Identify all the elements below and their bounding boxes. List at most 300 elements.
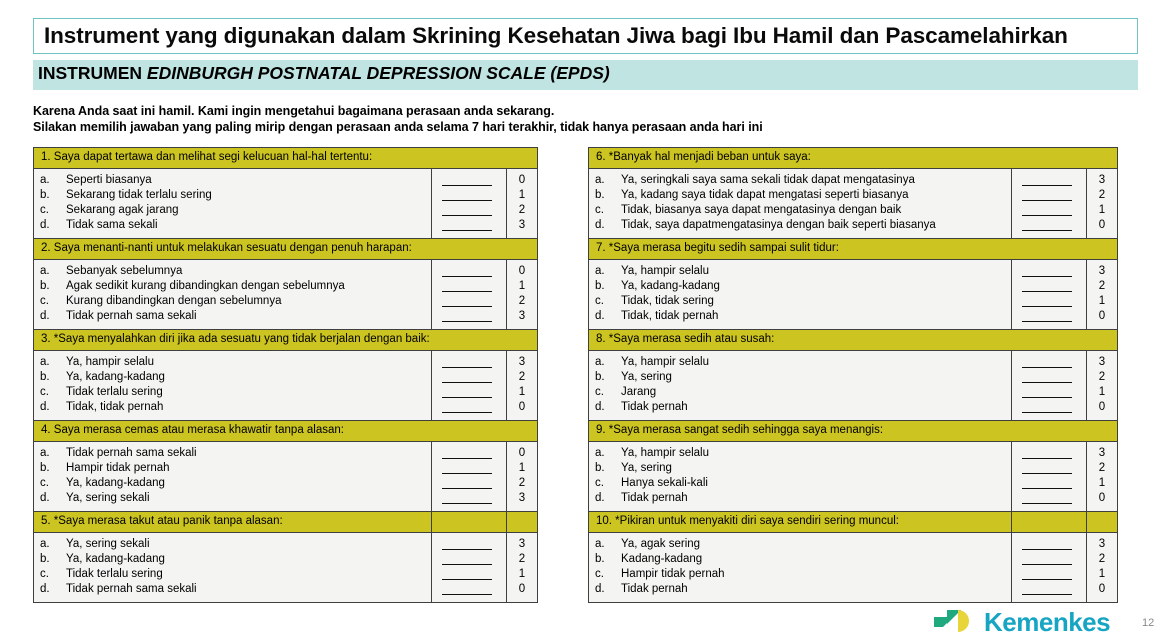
intro-text — [33, 103, 763, 135]
option-letter: c. — [40, 295, 49, 307]
option-row[interactable] — [40, 355, 431, 370]
option-label: Tidak sama sekali — [66, 219, 158, 231]
page-number: 12 — [1142, 617, 1155, 629]
option-row[interactable] — [595, 370, 1011, 385]
score-column — [506, 260, 537, 329]
option-row[interactable] — [40, 461, 431, 476]
score-value: 2 — [518, 553, 526, 565]
option-list — [589, 260, 1011, 329]
option-label: Ya, sering — [621, 371, 672, 383]
answer-blank[interactable] — [1012, 476, 1086, 491]
answer-blank-column — [1011, 442, 1086, 511]
option-letter: b. — [595, 371, 605, 383]
answer-blank[interactable] — [1012, 279, 1086, 294]
score-value: 0 — [1098, 219, 1106, 231]
answer-blank[interactable] — [1012, 188, 1086, 203]
header-score-spacer — [507, 239, 537, 259]
question-body — [589, 533, 1117, 602]
score-value: 3 — [518, 492, 526, 504]
option-label: Tidak pernah — [621, 583, 688, 595]
option-row[interactable] — [40, 400, 431, 415]
score-value: 0 — [518, 174, 526, 186]
option-letter: a. — [595, 265, 605, 277]
header-answer-spacer — [431, 512, 506, 532]
option-row[interactable] — [40, 385, 431, 400]
score-value: 3 — [1098, 265, 1106, 277]
kemenkes-logo-icon — [933, 606, 979, 632]
option-letter: c. — [40, 568, 49, 580]
option-row[interactable] — [40, 173, 431, 188]
question-text: 7. *Saya merasa begitu sedih sampai sulit tidur: — [596, 242, 839, 255]
option-label: Tidak pernah sama sekali — [66, 583, 197, 595]
question-block — [33, 147, 538, 238]
question-body — [34, 442, 537, 511]
option-letter: d. — [40, 219, 50, 231]
option-row[interactable] — [40, 218, 431, 233]
option-label: Ya, hampir selalu — [621, 265, 709, 277]
question-header — [34, 512, 537, 533]
score-value: 2 — [518, 295, 526, 307]
question-body — [34, 260, 537, 329]
option-list — [34, 533, 431, 602]
option-label: Hampir tidak pernah — [621, 568, 725, 580]
question-header — [34, 330, 537, 351]
option-row[interactable] — [40, 294, 431, 309]
option-letter: d. — [40, 401, 50, 413]
header-score-spacer — [1087, 421, 1117, 441]
answer-blank[interactable] — [1012, 218, 1086, 233]
option-row[interactable] — [40, 264, 431, 279]
score-value: 0 — [1098, 310, 1106, 322]
option-label: Tidak pernah — [621, 401, 688, 413]
answer-blank[interactable] — [1012, 537, 1086, 552]
option-row[interactable] — [595, 188, 1011, 203]
answer-blank[interactable] — [1012, 400, 1086, 415]
question-header — [589, 421, 1117, 442]
answer-blank[interactable] — [432, 537, 506, 552]
question-block — [588, 420, 1118, 511]
score-value: 2 — [1098, 280, 1106, 292]
option-row[interactable] — [595, 309, 1011, 324]
subtitle-prefix: INSTRUMEN — [38, 63, 147, 83]
option-letter: a. — [595, 538, 605, 550]
option-list — [589, 533, 1011, 602]
answer-blank-column — [1011, 351, 1086, 420]
instrument-subtitle — [38, 63, 610, 84]
option-letter: d. — [595, 219, 605, 231]
score-value: 3 — [518, 538, 526, 550]
header-answer-spacer — [433, 239, 507, 259]
answer-blank[interactable] — [1012, 294, 1086, 309]
answer-blank[interactable] — [432, 188, 506, 203]
header-answer-spacer — [1013, 421, 1087, 441]
option-row[interactable] — [40, 582, 431, 597]
option-letter: b. — [595, 280, 605, 292]
option-letter: c. — [595, 477, 604, 489]
option-row[interactable] — [40, 309, 431, 324]
option-row[interactable] — [595, 264, 1011, 279]
answer-blank[interactable] — [1012, 370, 1086, 385]
header-answer-spacer — [1013, 239, 1087, 259]
intro-line-1: Karena Anda saat ini hamil. Kami ingin mengetahui bagaimana perasaan anda sekarang. — [33, 104, 555, 118]
option-row[interactable] — [595, 355, 1011, 370]
answer-blank[interactable] — [432, 279, 506, 294]
option-label: Tidak, tidak sering — [621, 295, 714, 307]
question-header — [589, 239, 1117, 260]
option-row[interactable] — [595, 476, 1011, 491]
option-label: Sekarang agak jarang — [66, 204, 179, 216]
option-letter: d. — [595, 401, 605, 413]
option-list — [589, 351, 1011, 420]
score-column — [1086, 351, 1117, 420]
question-text: 4. Saya merasa cemas atau merasa khawatir tanpa alasan: — [41, 424, 344, 437]
option-list — [589, 442, 1011, 511]
answer-blank[interactable] — [1012, 567, 1086, 582]
option-letter: a. — [40, 174, 50, 186]
question-header — [34, 148, 537, 169]
header-score-spacer — [507, 330, 537, 350]
score-column — [506, 351, 537, 420]
answer-blank[interactable] — [1012, 491, 1086, 506]
option-label: Ya, hampir selalu — [621, 356, 709, 368]
question-header — [34, 421, 537, 442]
option-letter: c. — [40, 204, 49, 216]
question-body — [589, 260, 1117, 329]
option-letter: d. — [595, 310, 605, 322]
question-block — [588, 147, 1118, 238]
option-letter: c. — [595, 204, 604, 216]
option-row[interactable] — [595, 385, 1011, 400]
option-list — [34, 260, 431, 329]
score-value: 1 — [518, 462, 526, 474]
score-value: 0 — [518, 447, 526, 459]
option-letter: d. — [595, 492, 605, 504]
option-row[interactable] — [595, 173, 1011, 188]
score-column — [506, 169, 537, 238]
option-label: Tidak, tidak pernah — [621, 310, 719, 322]
answer-blank[interactable] — [1012, 582, 1086, 597]
option-letter: a. — [40, 265, 50, 277]
page-title-box — [33, 18, 1138, 54]
option-letter: b. — [40, 553, 50, 565]
option-list — [34, 351, 431, 420]
questions-column-left — [33, 147, 538, 603]
kemenkes-logo — [933, 604, 979, 630]
option-row[interactable] — [40, 567, 431, 582]
option-letter: b. — [595, 462, 605, 474]
option-letter: b. — [595, 553, 605, 565]
answer-blank[interactable] — [432, 385, 506, 400]
questions-column-right — [588, 147, 1118, 603]
score-value: 1 — [1098, 295, 1106, 307]
question-header — [589, 330, 1117, 351]
question-block — [588, 238, 1118, 329]
question-text: 3. *Saya menyalahkan diri jika ada sesuatu yang tidak berjalan dengan baik: — [41, 333, 430, 346]
option-letter: d. — [595, 583, 605, 595]
score-value: 0 — [518, 583, 526, 595]
header-answer-spacer — [1013, 330, 1087, 350]
option-label: Tidak, biasanya saya dapat mengatasinya dengan baik — [621, 204, 902, 216]
question-text: 2. Saya menanti-nanti untuk melakukan sesuatu dengan penuh harapan: — [41, 242, 412, 255]
score-value: 0 — [518, 401, 526, 413]
option-label: Tidak pernah sama sekali — [66, 310, 197, 322]
answer-blank[interactable] — [432, 491, 506, 506]
option-label: Ya, hampir selalu — [66, 356, 154, 368]
option-letter: d. — [40, 310, 50, 322]
option-letter: d. — [40, 583, 50, 595]
option-label: Ya, agak sering — [621, 538, 701, 550]
option-letter: b. — [40, 189, 50, 201]
option-letter: a. — [40, 447, 50, 459]
answer-blank-column — [431, 169, 506, 238]
option-label: Ya, kadang-kadang — [66, 477, 165, 489]
answer-blank-column — [431, 260, 506, 329]
question-text: 8. *Saya merasa sedih atau susah: — [596, 333, 775, 346]
question-header — [589, 512, 1117, 533]
option-letter: c. — [40, 477, 49, 489]
option-letter: b. — [595, 189, 605, 201]
answer-blank[interactable] — [432, 446, 506, 461]
score-column — [1086, 260, 1117, 329]
option-label: Seperti biasanya — [66, 174, 152, 186]
question-body — [34, 351, 537, 420]
score-value: 1 — [1098, 568, 1106, 580]
question-body — [34, 533, 537, 602]
question-body — [589, 351, 1117, 420]
question-text: 10. *Pikiran untuk menyakiti diri saya sendiri sering muncul: — [596, 515, 899, 528]
question-header — [589, 148, 1117, 169]
question-block — [33, 329, 538, 420]
answer-blank[interactable] — [432, 355, 506, 370]
score-column — [1086, 442, 1117, 511]
option-label: Sekarang tidak terlalu sering — [66, 189, 212, 201]
answer-blank[interactable] — [432, 173, 506, 188]
option-row[interactable] — [595, 400, 1011, 415]
option-label: Jarang — [621, 386, 657, 398]
score-value: 2 — [1098, 462, 1106, 474]
header-score-spacer — [506, 512, 537, 532]
header-score-spacer — [1086, 512, 1117, 532]
option-letter: a. — [595, 356, 605, 368]
score-value: 2 — [518, 477, 526, 489]
option-row[interactable] — [595, 552, 1011, 567]
option-list — [34, 169, 431, 238]
question-text: 5. *Saya merasa takut atau panik tanpa alasan: — [41, 515, 283, 528]
option-label: Tidak pernah sama sekali — [66, 447, 197, 459]
score-column — [1086, 533, 1117, 602]
option-row[interactable] — [595, 279, 1011, 294]
header-answer-spacer — [433, 421, 507, 441]
option-label: Kadang-kadang — [621, 553, 703, 565]
answer-blank[interactable] — [432, 582, 506, 597]
intro-line-2: Silakan memilih jawaban yang paling mirip dengan perasaan anda selama 7 hari terakhir, tidak hanya perasaan anda hari ini — [33, 120, 763, 134]
option-letter: c. — [595, 295, 604, 307]
option-label: Agak sedikit kurang dibandingkan dengan sebelumnya — [66, 280, 345, 292]
option-row[interactable] — [595, 491, 1011, 506]
option-letter: c. — [595, 386, 604, 398]
question-body — [589, 442, 1117, 511]
score-value: 3 — [1098, 447, 1106, 459]
option-label: Kurang dibandingkan dengan sebelumnya — [66, 295, 282, 307]
answer-blank[interactable] — [432, 552, 506, 567]
option-label: Tidak, tidak pernah — [66, 401, 164, 413]
option-row[interactable] — [40, 370, 431, 385]
question-text: 6. *Banyak hal menjadi beban untuk saya: — [596, 151, 811, 164]
answer-blank[interactable] — [432, 567, 506, 582]
option-row[interactable] — [595, 218, 1011, 233]
option-row[interactable] — [595, 537, 1011, 552]
option-label: Ya, kadang-kadang — [66, 371, 165, 383]
question-text: 9. *Saya merasa sangat sedih sehingga saya menangis: — [596, 424, 884, 437]
option-row[interactable] — [595, 582, 1011, 597]
answer-blank[interactable] — [432, 294, 506, 309]
option-label: Tidak terlalu sering — [66, 568, 163, 580]
option-letter: a. — [595, 447, 605, 459]
option-letter: c. — [595, 568, 604, 580]
option-row[interactable] — [595, 567, 1011, 582]
header-score-spacer — [1087, 239, 1117, 259]
option-row[interactable] — [40, 203, 431, 218]
option-row[interactable] — [40, 476, 431, 491]
question-block — [33, 511, 538, 603]
option-label: Ya, sering sekali — [66, 492, 150, 504]
option-label: Tidak pernah — [621, 492, 688, 504]
score-value: 1 — [1098, 386, 1106, 398]
answer-blank-column — [431, 351, 506, 420]
answer-blank[interactable] — [1012, 446, 1086, 461]
option-letter: b. — [40, 462, 50, 474]
score-value: 3 — [1098, 174, 1106, 186]
option-row[interactable] — [40, 188, 431, 203]
option-letter: b. — [40, 371, 50, 383]
score-value: 3 — [518, 356, 526, 368]
header-answer-spacer — [433, 148, 507, 168]
answer-blank-column — [431, 533, 506, 602]
score-value: 2 — [1098, 371, 1106, 383]
answer-blank[interactable] — [432, 218, 506, 233]
option-row[interactable] — [595, 461, 1011, 476]
option-label: Hanya sekali-kali — [621, 477, 708, 489]
header-answer-spacer — [1011, 512, 1086, 532]
header-score-spacer — [1087, 330, 1117, 350]
question-header — [34, 239, 537, 260]
option-label: Ya, kadang-kadang — [621, 280, 720, 292]
header-score-spacer — [507, 421, 537, 441]
option-row[interactable] — [595, 294, 1011, 309]
score-value: 3 — [518, 310, 526, 322]
answer-blank[interactable] — [1012, 355, 1086, 370]
option-label: Ya, seringkali saya sama sekali tidak dapat mengatasinya — [621, 174, 915, 186]
score-value: 1 — [518, 386, 526, 398]
option-row[interactable] — [40, 446, 431, 461]
score-value: 3 — [1098, 538, 1106, 550]
question-body — [34, 169, 537, 238]
score-value: 1 — [1098, 477, 1106, 489]
answer-blank[interactable] — [432, 461, 506, 476]
question-body — [589, 169, 1117, 238]
score-value: 0 — [1098, 401, 1106, 413]
score-value: 2 — [1098, 189, 1106, 201]
kemenkes-wordmark: Kemenkes — [984, 607, 1111, 637]
option-row[interactable] — [40, 491, 431, 506]
score-value: 0 — [1098, 492, 1106, 504]
score-value: 2 — [1098, 553, 1106, 565]
answer-blank[interactable] — [432, 309, 506, 324]
option-label: Sebanyak sebelumnya — [66, 265, 183, 277]
score-value: 3 — [1098, 356, 1106, 368]
score-value: 1 — [518, 568, 526, 580]
answer-blank[interactable] — [1012, 461, 1086, 476]
subtitle-instrument-name: EDINBURGH POSTNATAL DEPRESSION SCALE (EPDS) — [146, 63, 610, 83]
score-value: 0 — [518, 265, 526, 277]
option-letter: d. — [40, 492, 50, 504]
score-value: 2 — [518, 371, 526, 383]
header-answer-spacer — [433, 330, 507, 350]
header-answer-spacer — [1013, 148, 1087, 168]
option-list — [589, 169, 1011, 238]
option-label: Ya, sering — [621, 462, 672, 474]
question-block — [588, 329, 1118, 420]
score-value: 1 — [518, 189, 526, 201]
option-letter: c. — [40, 386, 49, 398]
question-block — [33, 420, 538, 511]
option-label: Tidak terlalu sering — [66, 386, 163, 398]
answer-blank[interactable] — [432, 370, 506, 385]
option-label: Ya, hampir selalu — [621, 447, 709, 459]
option-row[interactable] — [40, 279, 431, 294]
option-row[interactable] — [40, 537, 431, 552]
page-title: Instrument yang digunakan dalam Skrining Kesehatan Jiwa bagi Ibu Hamil dan Pascamelahirkan — [44, 23, 1068, 48]
option-row[interactable] — [595, 446, 1011, 461]
score-value: 1 — [1098, 204, 1106, 216]
answer-blank[interactable] — [432, 400, 506, 415]
question-text: 1. Saya dapat tertawa dan melihat segi kelucuan hal-hal tertentu: — [41, 151, 373, 164]
answer-blank[interactable] — [1012, 552, 1086, 567]
option-label: Ya, sering sekali — [66, 538, 150, 550]
answer-blank-column — [431, 442, 506, 511]
option-letter: a. — [40, 538, 50, 550]
option-label: Hampir tidak pernah — [66, 462, 170, 474]
option-letter: a. — [595, 174, 605, 186]
answer-blank-column — [1011, 533, 1086, 602]
score-value: 3 — [518, 219, 526, 231]
option-letter: a. — [40, 356, 50, 368]
option-list — [34, 442, 431, 511]
score-column — [506, 442, 537, 511]
answer-blank[interactable] — [1012, 309, 1086, 324]
answer-blank[interactable] — [1012, 173, 1086, 188]
answer-blank-column — [1011, 260, 1086, 329]
option-label: Ya, kadang-kadang — [66, 553, 165, 565]
score-column — [506, 533, 537, 602]
option-label: Tidak, saya dapatmengatasinya dengan baik seperti biasanya — [621, 219, 936, 231]
option-row[interactable] — [40, 552, 431, 567]
option-row[interactable] — [595, 203, 1011, 218]
question-block — [588, 511, 1118, 603]
header-score-spacer — [1087, 148, 1117, 168]
question-block — [33, 238, 538, 329]
answer-blank[interactable] — [1012, 264, 1086, 279]
answer-blank[interactable] — [432, 203, 506, 218]
score-value: 2 — [518, 204, 526, 216]
answer-blank[interactable] — [432, 264, 506, 279]
answer-blank[interactable] — [1012, 385, 1086, 400]
option-letter: b. — [40, 280, 50, 292]
answer-blank[interactable] — [432, 476, 506, 491]
answer-blank-column — [1011, 169, 1086, 238]
option-label: Ya, kadang saya tidak dapat mengatasi seperti biasanya — [621, 189, 909, 201]
answer-blank[interactable] — [1012, 203, 1086, 218]
